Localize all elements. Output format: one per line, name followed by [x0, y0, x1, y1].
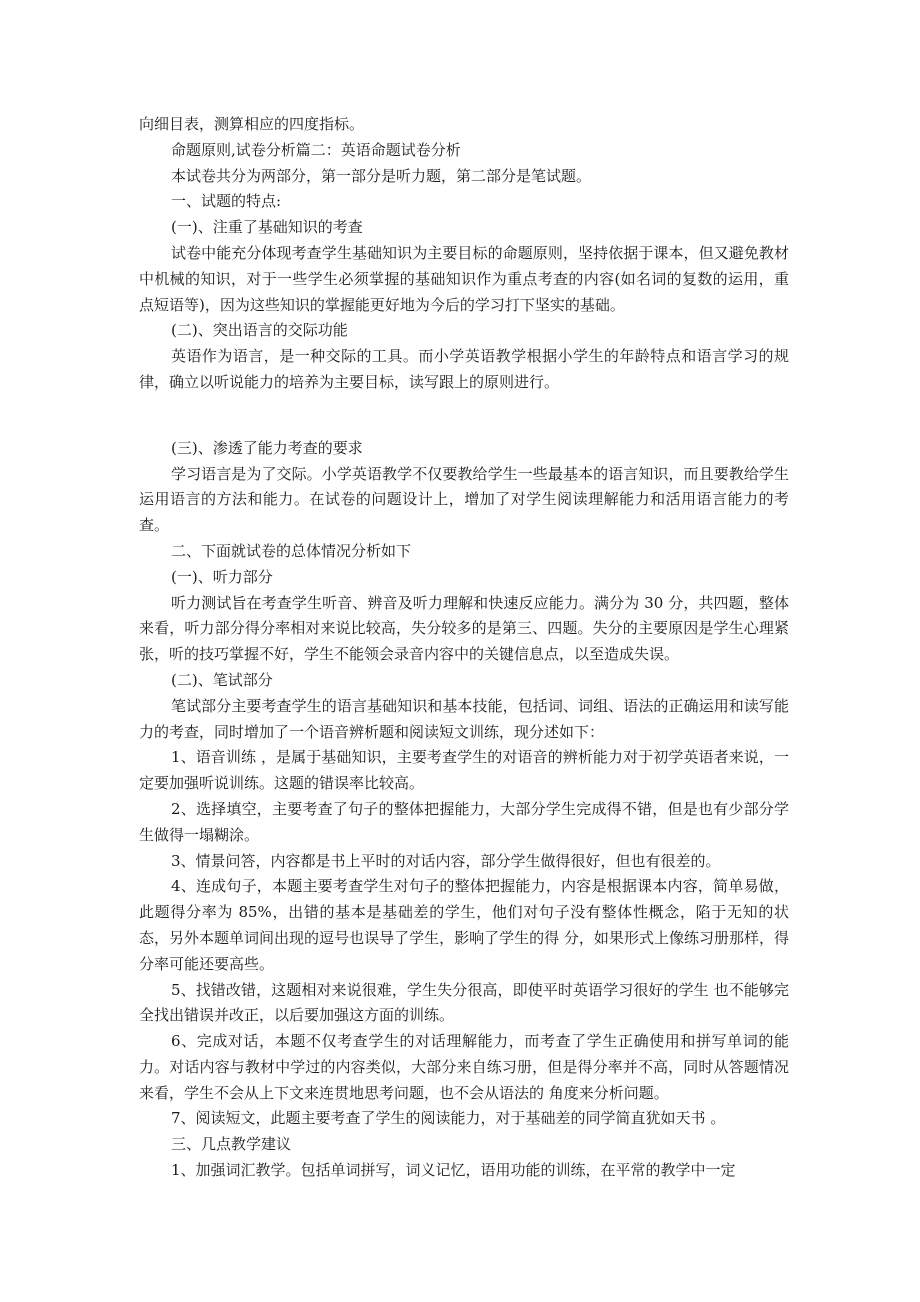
list-item: 7、阅读短文，此题主要考查了学生的阅读能力，对于基础差的同学简直犹如天书 。 [171, 1109, 726, 1128]
paragraph: 听力测试旨在考查学生听音、辨音及听力理解和快速反应能力。满分为 30 分，共四题，整体来看，听力部分得分率相对来说比较高，失分较多的是第三、四题。失分的主要原因是学生心理紧张，听的技巧掌握不好，学生不能领会录音内容中的关键信息点，以至造成失误。 [139, 593, 789, 664]
article-title: 命题原则,试卷分析篇二：英语命题试卷分析 [171, 140, 461, 159]
list-item: 1、加强词汇教学。包括单词拼写，词义记忆，语用功能的训练，在平常的教学中一定 [171, 1161, 736, 1180]
document-page [139, 112, 789, 1184]
list-item: 2、选择填空，主要考查了句子的整体把握能力，大部分学生完成得不错，但是也有少部分学生做得一塌糊涂。 [139, 799, 789, 844]
subsection-heading: (一)、听力部分 [171, 567, 273, 586]
list-item: 1、语音训练 ，是属于基础知识，主要考查学生的对语音的辨析能力对于初学英语者来说，一定要加强听说训练。这题的错误率比较高。 [139, 748, 789, 793]
list-item: 3、情景问答，内容都是书上平时的对话内容，部分学生做得很好，但也有很差的。 [171, 851, 721, 870]
subsection-heading: (一)、注重了基础知识的考查 [171, 218, 363, 237]
list-item: 5、找错改错，这题相对来说很难，学生失分很高，即使平时英语学习很好的学生 也不能够完全找出错误并改正，以后要加强这方面的训练。 [139, 980, 789, 1025]
paragraph: 本试卷共分为两部分，第一部分是听力题，第二部分是笔试题。 [171, 166, 592, 185]
section-heading: 二、下面就试卷的总体情况分析如下 [171, 541, 412, 560]
list-item: 4、连成句子，本题主要考查学生对句子的整体把握能力，内容是根据课本内容，简单易做，此题得分率为 85%，出错的基本是基础差的学生，他们对句子没有整体性概念，陷于无知的状态，另外本题单词间出现的逗号也误导了学生，影响了学生的得 分，如果形式上像练习册那样，得分率可能还要高些。 [139, 877, 789, 973]
list-item: 6、完成对话，本题不仅考查学生的对话理解能力，而考查了学生正确使用和拼写单词的能力。对话内容与教材中学过的内容类似，大部分来自练习册，但是得分率并不高，同时从答题情况来看，学生不会从上下文来连贯地思考问题，也不会从语法的 角度来分析问题。 [139, 1032, 789, 1102]
paragraph: 试卷中能充分体现考查学生基础知识为主要目标的命题原则，坚持依据于课本，但又避免教材中机械的知识，对于一些学生必须掌握的基础知识作为重点考查的内容(如名词的复数的运用，重点短语等)，因为这些知识的掌握能更好地为今后的学习打下坚实的基础。 [139, 243, 789, 314]
section-heading: 一、试题的特点: [171, 192, 282, 211]
paragraph-continuation: 向细目表，测算相应的四度指标。 [139, 115, 365, 133]
subsection-heading: (三)、渗透了能力考查的要求 [171, 438, 363, 457]
paragraph: 学习语言是为了交际。小学英语教学不仅要教给学生一些最基本的语言知识，而且要教给学生运用语言的方法和能力。在试卷的问题设计上，增加了对学生阅读理解能力和活用语言能力的考查。 [139, 464, 789, 535]
blank-spacer [139, 396, 789, 436]
subsection-heading: (二)、笔试部分 [171, 670, 273, 689]
paragraph: 笔试部分主要考查学生的语言基础知识和基本技能，包括词、词组、语法的正确运用和读写能力的考查，同时增加了一个语音辨析题和阅读短文训练，现分述如下： [139, 696, 789, 741]
subsection-heading: (二)、突出语言的交际功能 [171, 321, 348, 340]
section-heading: 三、几点教学建议 [171, 1135, 292, 1154]
paragraph: 英语作为语言，是一种交际的工具。而小学英语教学根据小学生的年龄特点和语言学习的规律，确立以听说能力的培养为主要目标，读写跟上的原则进行。 [139, 347, 789, 391]
